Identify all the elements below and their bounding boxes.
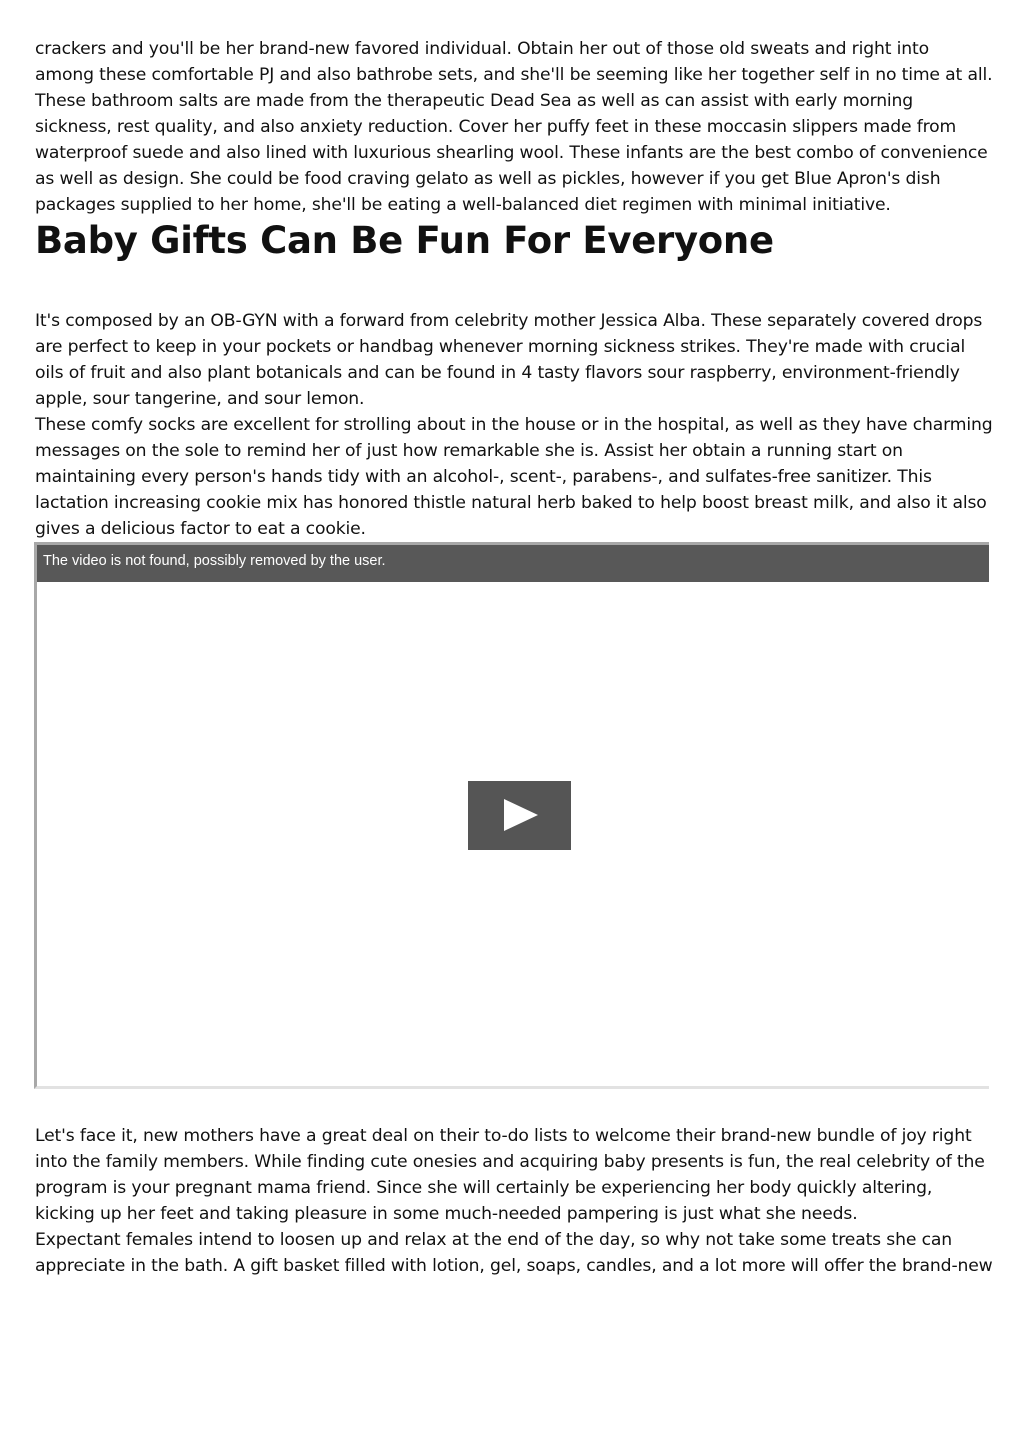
video-embed[interactable] [34,542,989,1089]
section-heading: Baby Gifts Can Be Fun For Everyone [35,219,774,262]
paragraph-3: It's composed by an OB-GYN with a forward from celebrity mother Jessica Alba. These separately covered drops are perfect to keep in your pockets or handbag whenever morning sickness strikes. They're made with crucial oils of fruit and also plant botanicals and can be found in 4 tasty flavors sour raspberry, environment-friendly apple, sour tangerine, and sour lemon. [35,311,983,409]
paragraph-5: Let's face it, new mothers have a great deal on their to-do lists to welcome their brand-new bundle of joy right into the family members. While finding cute onesies and acquiring baby presents is fun, the real celebrity of the program is your pregnant mama friend. Since she will certainly be experiencing her body quickly altering, kicking up her feet and taking pleasure in some much-needed pampering is just what she needs. [35,1126,985,1224]
paragraph-2: These bathroom salts are made from the therapeutic Dead Sea as well as can assist with early morning sickness, rest quality, and also anxiety reduction. Cover her puffy feet in these moccasin slippers made from waterproof suede and also lined with luxurious shearling wool. These infants are the best combo of convenience as well as design. She could be food craving gelato as well as pickles, however if you get Blue Apron's dish packages supplied to her home, she'll be eating a well-balanced diet regimen with minimal initiative. [35,91,988,215]
video-error-message: The video is not found, possibly removed by the user. [43,553,386,569]
play-button[interactable] [468,781,571,850]
play-icon [504,799,538,831]
paragraph-1: crackers and you'll be her brand-new favored individual. Obtain her out of those old sweats and right into among these comfortable PJ and also bathrobe sets, and she'll be seeming like her together self in no time at all. [35,39,993,85]
article-content [35,36,993,1279]
paragraph-6: Expectant females intend to loosen up and relax at the end of the day, so why not take some treats she can appreciate in the bath. A gift basket filled with lotion, gel, soaps, candles, and a lot more will offer the brand-new [35,1230,993,1276]
paragraph-4: These comfy socks are excellent for strolling about in the house or in the hospital, as well as they have charming messages on the sole to remind her of just how remarkable she is. Assist her obtain a running start on maintaining every person's hands tidy with an alcohol-, scent-, parabens-, and sulfates-free sanitizer. This lactation increasing cookie mix has honored thistle natural herb baked to help boost breast milk, and also it also gives a delicious factor to eat a cookie. [35,415,993,539]
video-title-bar [37,545,989,582]
